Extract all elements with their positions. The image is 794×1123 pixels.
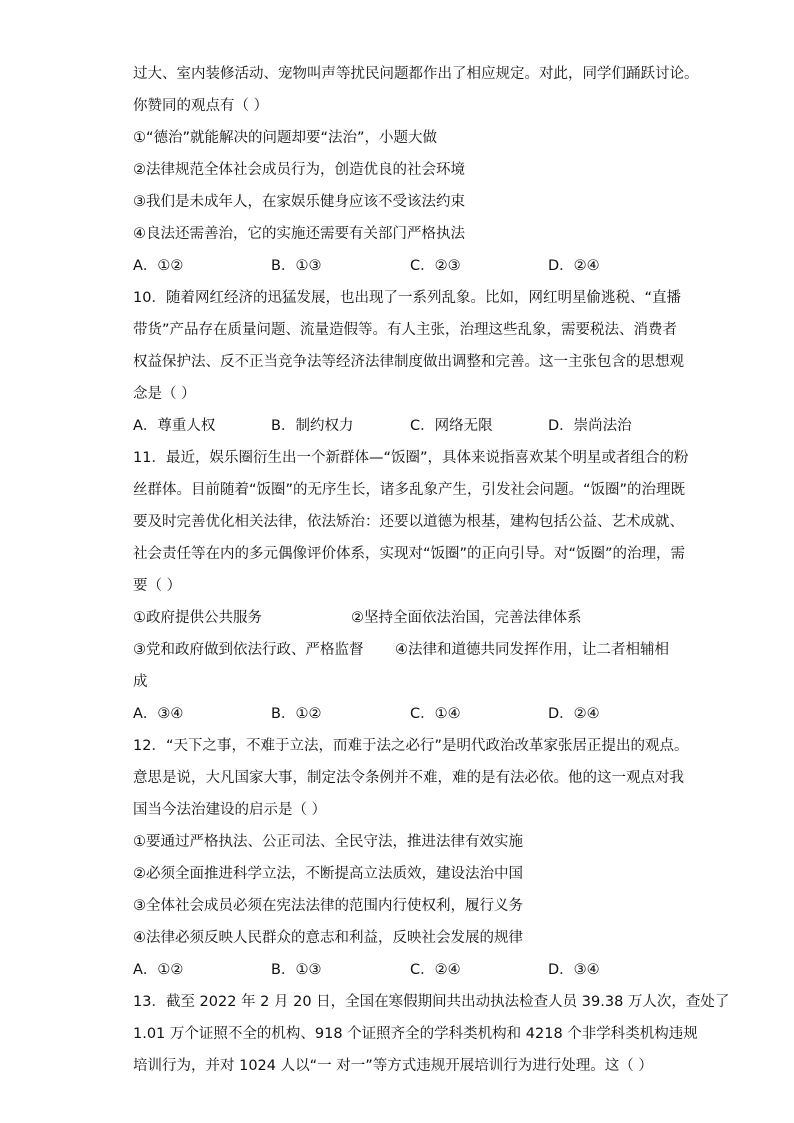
q11-statement-4: ④法律和道德共同发挥作用，让二者相辅相 <box>395 642 669 658</box>
q9-options <box>133 256 693 276</box>
q12-stem-line-1: 12．“天下之事，不难于立法，而难于法之必行”是明代政治改革家张居正提出的观点。 <box>133 738 689 754</box>
q11-statements-row-1 <box>133 608 693 628</box>
q11-option-c: C．①④ <box>410 706 461 722</box>
q12-option-a: A．①② <box>133 962 184 978</box>
q12-stem-line-2: 意思是说，大凡国家大事，制定法令条例并不难，难的是有法必依。他的这一观点对我 <box>133 770 684 786</box>
q11-stem-line-4: 社会责任等在内的多元偶像评价体系，实现对“饭圈”的正向引导。对“饭圈”的治理，需 <box>133 546 686 562</box>
q12-statement-1: ①要通过严格执法、公正司法、全民守法，推进法律有效实施 <box>133 834 523 850</box>
q10-stem-line-1: 10．随着网红经济的迅猛发展，也出现了一系列乱象。比如，网红明星偷逃税、“直播 <box>133 290 681 306</box>
q9-statement-4: ④良法还需善治，它的实施还需要有关部门严格执法 <box>133 226 465 242</box>
q9-option-c: C．②③ <box>410 258 461 274</box>
q11-stem-line-1: 11．最近，娱乐圈衍生出一个新群体—“饭圈”，具体来说指喜欢某个明星或者组合的粉 <box>133 450 689 466</box>
q12-statement-2: ②必须全面推进科学立法，不断提高立法质效，建设法治中国 <box>133 866 523 882</box>
q9-statement-1: ①“德治”就能解决的问题却要“法治”，小题大做 <box>133 130 438 146</box>
q12-statement-3: ③全体社会成员必须在宪法法律的范围内行使权利，履行义务 <box>133 898 523 914</box>
q10-option-c: C．网络无限 <box>410 418 493 434</box>
q9-option-a: A．①② <box>133 258 184 274</box>
q11-statement-4-wrap: 成 <box>133 674 148 690</box>
q13-stem-line-2: 1.01 万个证照不全的机构、918 个证照齐全的学科类机构和 4218 个非学科类机构违规 <box>133 1026 698 1042</box>
q11-option-a: A．③④ <box>133 706 184 722</box>
q10-stem-line-3: 权益保护法、反不正当竞争法等经济法律制度做出调整和完善。这一主张包含的思想观 <box>133 354 684 370</box>
q9-option-b: B．①③ <box>271 258 322 274</box>
q10-options <box>133 416 693 436</box>
q10-option-a: A．尊重人权 <box>133 418 216 434</box>
q9-option-d: D．②④ <box>548 258 600 274</box>
q9-stem-line-2: 你赞同的观点有（ ） <box>133 98 269 114</box>
q11-option-b: B．①② <box>271 706 322 722</box>
q10-stem-line-4: 念是（ ） <box>133 386 196 402</box>
q9-statement-3: ③我们是未成年人，在家娱乐健身应该不受该法约束 <box>133 194 465 210</box>
q11-statement-3: ③党和政府做到依法行政、严格监督 <box>133 642 364 658</box>
q12-stem-line-3: 国当今法治建设的启示是（ ） <box>133 802 327 818</box>
q12-options <box>133 960 693 980</box>
q10-option-b: B．制约权力 <box>271 418 354 434</box>
q13-stem-line-1: 13．截至 2022 年 2 月 20 日，全国在寒假期间共出动执法检查人员 39.38 万人次，查处了 <box>133 994 730 1010</box>
q11-option-d: D．②④ <box>548 706 600 722</box>
q12-option-b: B．①③ <box>271 962 322 978</box>
q11-stem-line-2: 丝群体。目前随着“饭圈”的无序生长，诸多乱象产生，引发社会问题。“饭圈”的治理既 <box>133 482 686 498</box>
q11-statement-2: ②坚持全面依法治国，完善法律体系 <box>351 610 582 626</box>
q10-stem-line-2: 带货”产品存在质量问题、流量造假等。有人主张，治理这些乱象，需要税法、消费者 <box>133 322 678 338</box>
q9-statement-2: ②法律规范全体社会成员行为，创造优良的社会环境 <box>133 162 465 178</box>
q11-stem-line-5: 要（ ） <box>133 578 182 594</box>
q12-option-d: D．③④ <box>548 962 600 978</box>
q11-options <box>133 704 693 724</box>
q11-stem-line-3: 要及时完善优化相关法律，依法矫治：还要以道德为根基，建构包括公益、艺术成就、 <box>133 514 684 530</box>
q11-statements-row-2 <box>133 640 693 660</box>
q9-stem-line-1: 过大、室内装修活动、宠物叫声等扰民问题都作出了相应规定。对此，同学们踊跃讨论。 <box>133 66 699 82</box>
q12-statement-4: ④法律必须反映人民群众的意志和利益，反映社会发展的规律 <box>133 930 523 946</box>
q12-option-c: C．②④ <box>410 962 461 978</box>
q13-stem-line-3: 培训行为，并对 1024 人以“一 对一”等方式违规开展培训行为进行处理。这（ ） <box>133 1058 653 1074</box>
q10-option-d: D．崇尚法治 <box>548 418 632 434</box>
q11-statement-1: ①政府提供公共服务 <box>133 610 262 626</box>
